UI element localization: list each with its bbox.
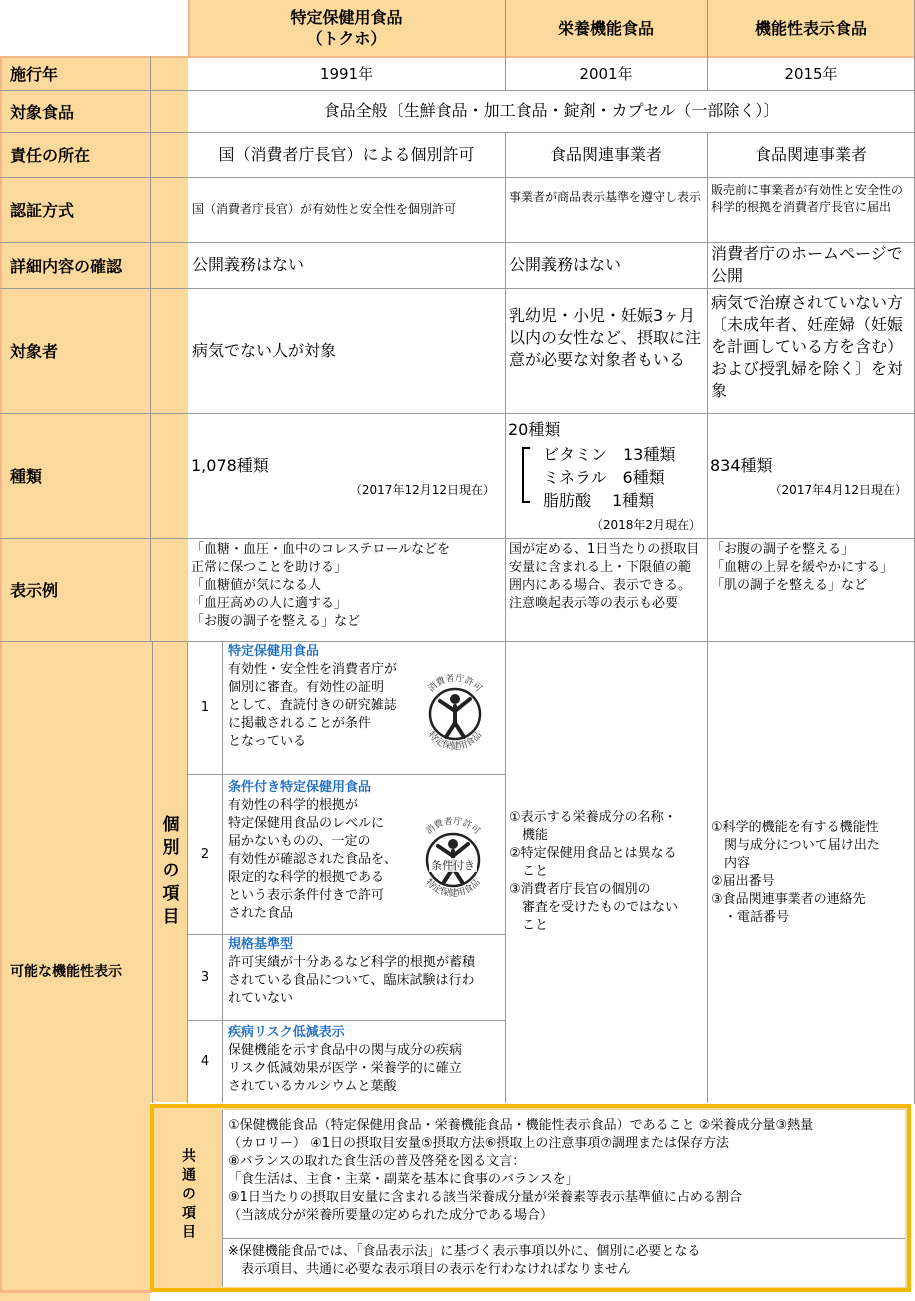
item-1-number: 1	[188, 641, 222, 774]
types-tokuho-count: 1,078種類	[191, 456, 269, 475]
hline-common-note	[222, 1238, 905, 1239]
row-label-types: 種類	[0, 413, 150, 538]
emblem2-bottom-text: 特定保健用食品	[423, 877, 483, 899]
vline-label-inner	[150, 56, 151, 641]
types-eiyou-mineral: ミネラル 6種類	[543, 468, 665, 487]
hline-6	[0, 413, 915, 414]
emblem2-middle-text: 条件付き	[431, 859, 475, 872]
row-label-certification: 認証方式	[0, 177, 150, 242]
target-person-tokuho: 病気でない人が対象	[188, 288, 505, 413]
row-label-responsibility: 責任の所在	[0, 132, 150, 177]
item-2-text: 有効性の科学的根拠が 特定保健用食品のレベルに 届かないものの、一定の 有効性が確認された食品を、 限定的な科学的根拠である という表示条件付きで許可 された食品	[228, 798, 398, 921]
vline-col2-top	[505, 0, 506, 90]
certification-tokuho: 国（消費者庁長官）が有効性と安全性を個別許可	[188, 177, 505, 242]
possible-eiyou: ①表示する栄養成分の名称・ 機能 ②特定保健用食品とは異なる こと ③消費者庁長官の個別の 審査を受けたものではない こと	[505, 641, 707, 1103]
hline-3	[0, 177, 915, 178]
details-eiyou: 公開義務はない	[505, 242, 707, 288]
responsibility-tokuho: 国（消費者庁長官）による個別許可	[188, 132, 505, 177]
common-highlight-border	[150, 1104, 911, 1292]
item-2-number: 2	[188, 774, 222, 934]
details-tokuho: 公開義務はない	[188, 242, 505, 288]
types-eiyou-total: 20種類	[508, 420, 561, 439]
conditional-tokuho-emblem-icon	[407, 800, 499, 915]
types-tokuho-date: （2017年12月12日現在）	[349, 483, 495, 497]
certification-kinousei: 販売前に事業者が有効性と安全性の科学的根拠を消費者庁長官に届出	[707, 177, 915, 242]
responsibility-kinousei: 食品関連事業者	[707, 132, 915, 177]
svg-text:特定保健用食品	[426, 729, 484, 752]
item-3-title: 規格基準型	[228, 937, 294, 952]
emblem2-top-text: 消費者庁許可	[424, 816, 482, 837]
vline-possible-inner	[152, 641, 153, 1103]
types-tokuho-cell	[188, 413, 505, 538]
col-header-tokuho: 特定保健用食品 （トクホ）	[188, 0, 505, 56]
item-4-number: 4	[188, 1020, 222, 1103]
year-tokuho: 1991年	[188, 58, 505, 90]
emblem1-bottom-text: 特定保健用食品	[425, 730, 485, 752]
hline-item-4	[188, 1020, 505, 1021]
hline-header	[0, 56, 915, 58]
common-note: ※保健機能食品では、「食品表示法」に基づく表示事項以外に、個別に必要となる 表示項目、共通に必要な表示項目の表示を行わなければなりません	[222, 1238, 905, 1287]
item-1-title: 特定保健用食品	[228, 644, 320, 659]
svg-text:消費者庁許可	[425, 672, 484, 695]
individual-items-label: 個別の項目	[158, 814, 179, 930]
year-kinousei: 2015年	[707, 58, 915, 90]
common-text: ①保健機能食品（特定保健用食品・栄養機能食品・機能性表示食品）であること ②栄養成分量③熱量 （カロリー） ④1日の摂取目安量⑤摂取方法⑥摂取上の注意事項⑦調理または保存方法 ⑧バランスの取れた食生活の普及啓発を図る文言： 「食生活は、主食・主菜・副菜を基本に食事のバランスを」 ⑨1日当たりの摂取目安量に含まれる該当栄養成分量が栄養素等表示基準値に占める割合 （当該成分が栄養所要量の定められた成分である場合）	[222, 1110, 905, 1238]
types-eiyou-fat: 脂肪酸 1種類	[543, 491, 655, 510]
types-eiyou-date: （2018年2月現在）	[590, 518, 701, 532]
header-blank	[0, 0, 188, 56]
types-kinousei-date: （2017年4月12日現在）	[769, 483, 907, 497]
vline-col2	[505, 132, 506, 1103]
details-kinousei: 消費者庁のホームページで公開	[707, 242, 915, 288]
item-4-text: 保健機能を示す食品中の関与成分の疾病 リスク低減効果が医学・栄養学的に確立 されているカルシウムと葉酸	[228, 1043, 463, 1094]
vline-col3	[707, 132, 708, 1103]
vline-col3-top	[707, 0, 708, 90]
hline-item-2	[188, 774, 505, 775]
col-header-kinousei: 機能性表示食品	[707, 0, 915, 56]
hline-5	[0, 288, 915, 289]
target-food-all: 食品全般〔生鮮食品・加工食品・錠剤・カプセル（一部除く）〕	[188, 90, 915, 132]
individual-items-label-cell	[153, 641, 185, 1103]
tokuho-emblem-icon	[410, 659, 500, 764]
vline-individual-right	[187, 641, 188, 1103]
types-eiyou-cell	[505, 413, 707, 538]
item-3-number: 3	[188, 934, 222, 1020]
bracket	[522, 447, 530, 503]
common-label: 共通の項目	[180, 1148, 196, 1243]
hline-7	[0, 538, 915, 539]
hline-2	[0, 132, 915, 133]
row-label-possible: 可能な機能性表示	[0, 641, 150, 1301]
svg-text:特定保健用食品	[423, 876, 482, 899]
hline-4	[0, 242, 915, 243]
certification-eiyou: 事業者が商品表示基準を遵守し表示	[505, 177, 707, 242]
frame-bottom	[0, 1290, 152, 1293]
item-2-title: 条件付き特定保健用食品	[228, 780, 372, 795]
row-label-target-person: 対象者	[0, 288, 150, 413]
row-label-target-food: 対象食品	[0, 90, 150, 132]
row-label-examples: 表示例	[0, 538, 150, 641]
target-person-eiyou: 乳幼児・小児・妊娠3ヶ月以内の女性など、摂取に注意が必要な対象者もいる	[505, 288, 707, 413]
frame-header-left	[188, 0, 190, 58]
col-header-eiyou: 栄養機能食品	[505, 0, 707, 56]
vline-number-right	[222, 641, 223, 1103]
possible-kinousei: ①科学的機能を有する機能性 関与成分について届け出た 内容 ②届出番号 ③食品関連事業者の連絡先 ・電話番号	[707, 641, 915, 1103]
target-person-kinousei: 病気で治療されていない方〔未成年者、妊産婦（妊娠を計画している方を含む）および授乳婦を除く〕を対象	[707, 288, 915, 413]
item-4-title: 疾病リスク低減表示	[228, 1025, 345, 1040]
examples-eiyou: 国が定める、1日当たりの摂取目安量に含まれる上・下限値の範囲内にある場合、表示できる。注意喚起表示等の表示も必要	[505, 538, 707, 641]
row-label-year: 施行年	[0, 56, 150, 90]
emblem1-top-text: 消費者庁許可	[426, 673, 484, 695]
year-eiyou: 2001年	[505, 58, 707, 90]
types-eiyou-vitamin: ビタミン 13種類	[543, 445, 676, 464]
item-4-cell	[222, 1020, 505, 1103]
item-3-cell	[222, 934, 505, 1020]
vline-common-left	[222, 1110, 223, 1287]
hline-1	[0, 90, 915, 91]
item-3-text: 許可実績が十分あるなど科学的根拠が蓄積 されている食品について、臨床試験は行わ れていない	[228, 955, 476, 1006]
row-label-details: 詳細内容の確認	[0, 242, 150, 288]
hline-8	[0, 641, 915, 642]
examples-tokuho: 「血糖・血圧・血中のコレステロールなどを 正常に保つことを助ける」 「血糖値が気になる人 「血圧高めの人に適する」 「お腹の調子を整える」など	[188, 538, 505, 641]
hline-item-3	[188, 934, 505, 935]
item-1-text: 有効性・安全性を消費者庁が 個別に審査。有効性の証明 として、査読付きの研究雑誌 に掲載されることが条件 となっている	[228, 662, 398, 749]
types-kinousei-count: 834種類	[710, 456, 773, 475]
examples-kinousei: 「お腹の調子を整える」 「血糖の上昇を緩やかにする」 「肌の調子を整える」など	[707, 538, 915, 641]
responsibility-eiyou: 食品関連事業者	[505, 132, 707, 177]
types-kinousei-cell	[707, 413, 915, 538]
